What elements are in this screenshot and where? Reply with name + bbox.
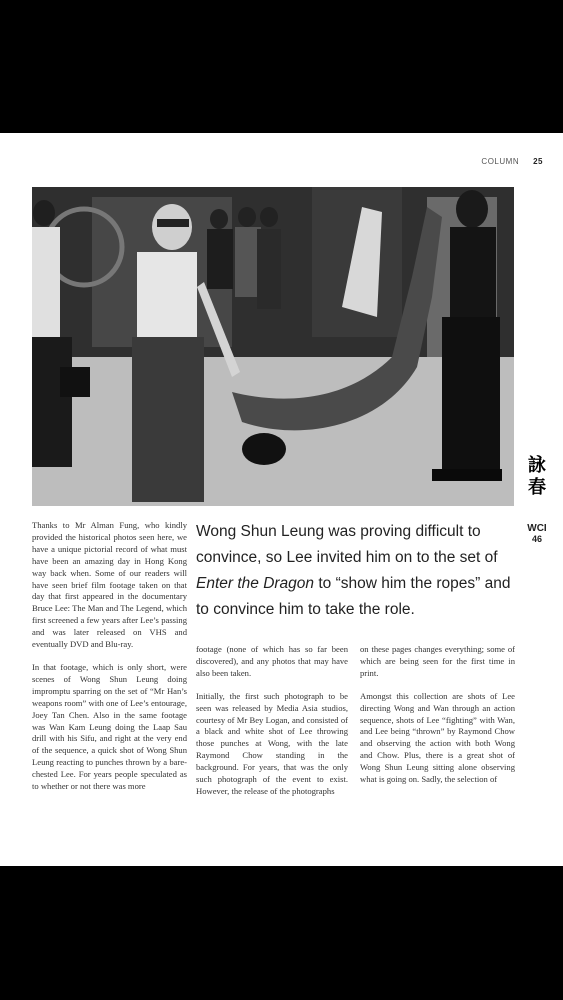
article-column-1: [32, 520, 187, 804]
chinese-logo: [525, 455, 549, 499]
pull-quote-text-2: to “show him the ropes” and to convince him to take the role.: [196, 575, 511, 618]
section-label: COLUMN: [481, 157, 520, 166]
paragraph: Initially, the first such photograph to be seen was released by Media Asia studios, courtesy of Mr Bey Logan, and consisted of a black and white shot of Lee throwing those punches at Wong, with the late Raymond Chow standing in the background. For years, that was the only such photograph of the event to exist. However, the release of the photographs: [196, 690, 348, 796]
article-column-2: [196, 644, 348, 809]
magazine-page: [0, 133, 563, 866]
paragraph: on these pages changes everything; some of which are being seen for the first time in print.: [360, 644, 515, 678]
photo-film-set: [32, 187, 514, 506]
paragraph: In that footage, which is only short, were scenes of Wong Shun Leung doing impromptu sparring on the set of “Mr Han’s weapons room” with one of Lee’s entourage, Joey Tan Chen. Also in the same footage was Wan Kam Leung doing the Laap Sau drill with his Sifu, and right at the very end of the sequence, a quick shot of Wong Shun Leung reacting to punches thrown by a bare-chested Lee. For years people speculated as to whether or not there was more: [32, 661, 187, 792]
paragraph: Amongst this collection are shots of Lee directing Wong and Wan through an action sequence, shots of Lee “fighting” with Wan, and Lee being “thrown” by Raymond Chow and observing the action with both Wong and Chow. Plus, there is a great shot of Wong Shun Leung sitting alone observing what is going on. Sadly, the selection of: [360, 690, 515, 785]
article-column-3: [360, 644, 515, 797]
paragraph: Thanks to Mr Alman Fung, who kindly provided the historical photos seen here, we have a unique pictorial record of what must have been an amazing day in Hong Kong way back when. Some of our readers will have seen brief film footage taken on that day that first appeared in the documentary Bruce Lee: The Man and The Legend, which first screened a few years after Lee’s passing and was later released on VHS and eventually DVD and Blu-ray.: [32, 520, 187, 650]
pull-quote-film-title: Enter the Dragon: [196, 575, 315, 592]
paragraph: footage (none of which has so far been discovered), and any photos that may have also been taken.: [196, 644, 348, 678]
issue-tag: [522, 523, 552, 544]
logo-glyph-2: 春: [528, 477, 546, 498]
issue-number: 46: [531, 534, 542, 544]
logo-glyph-1: 詠: [528, 455, 546, 476]
page-number: 25: [533, 157, 543, 166]
pull-quote: [196, 519, 516, 623]
pull-quote-text-1: Wong Shun Leung was proving difficult to convince, so Lee invited him on to the set of: [196, 523, 498, 566]
page-header: [481, 157, 543, 166]
photo-illustration: [32, 187, 514, 506]
magazine-tag: WCI: [527, 523, 547, 534]
